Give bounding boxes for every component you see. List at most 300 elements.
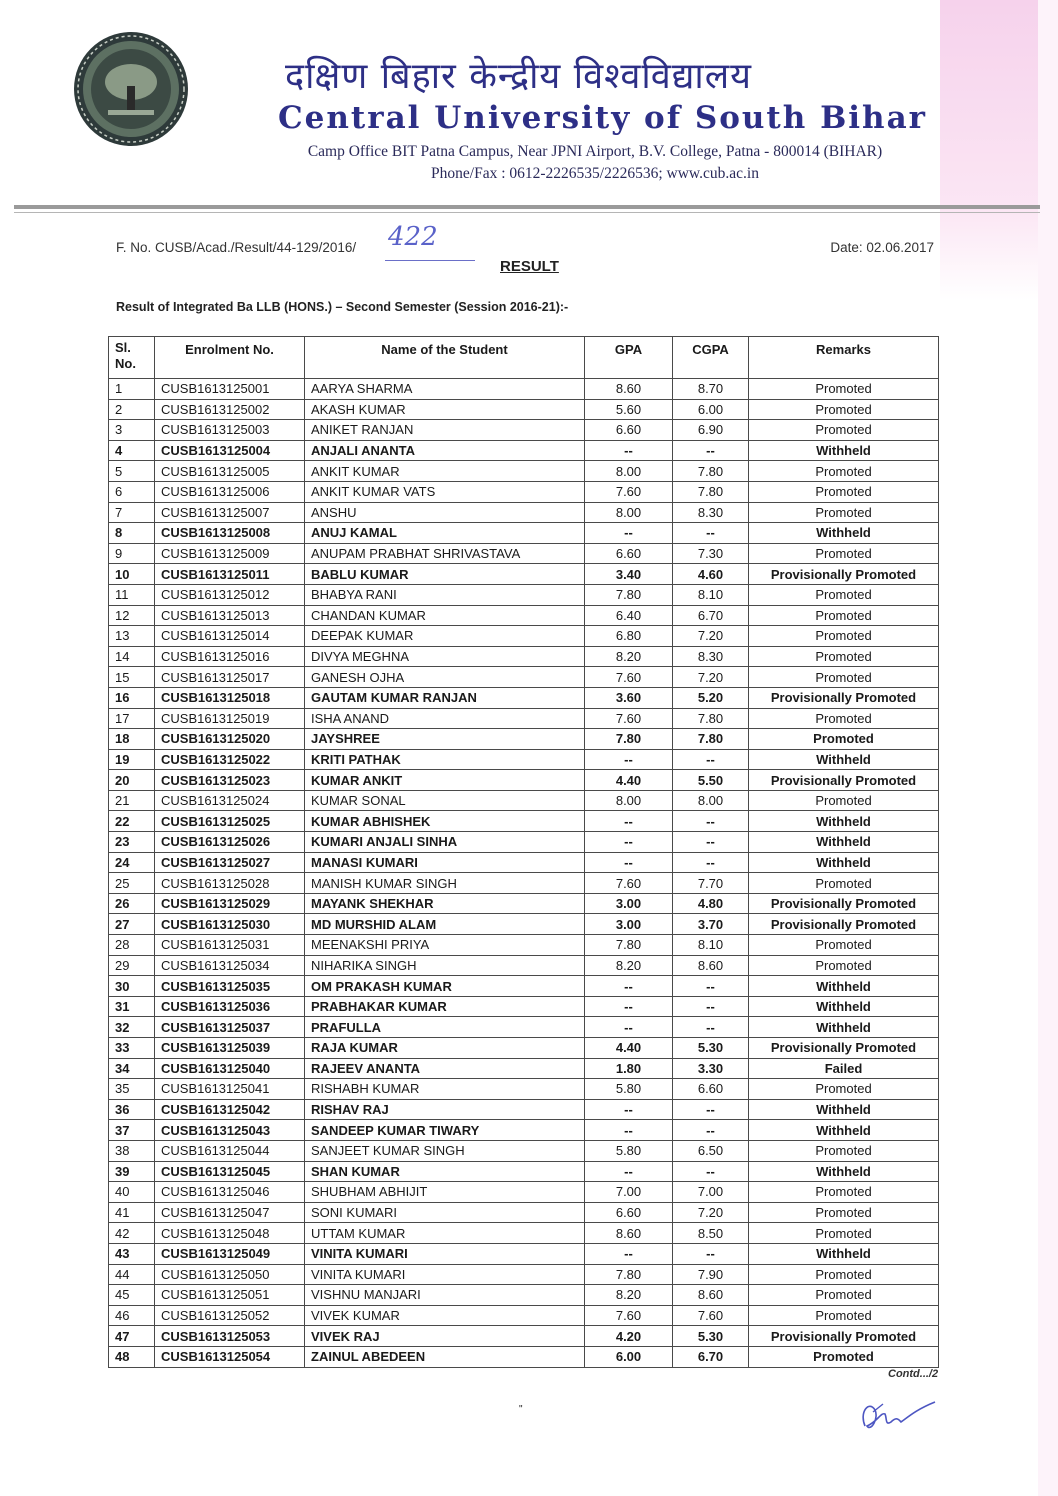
cell-student-name: VIVEK KUMAR [305, 1305, 585, 1326]
cell-sl-no: 35 [109, 1079, 155, 1100]
cell-remarks: Promoted [749, 1223, 939, 1244]
cell-gpa: -- [585, 440, 673, 461]
table-row [109, 584, 939, 605]
file-number: F. No. CUSB/Acad./Result/44-129/2016/ [116, 240, 357, 255]
cell-enrolment-no: CUSB1613125017 [155, 667, 305, 688]
cell-cgpa: 8.10 [673, 584, 749, 605]
table-row [109, 440, 939, 461]
cell-sl-no: 29 [109, 955, 155, 976]
cell-student-name: ISHA ANAND [305, 708, 585, 729]
cell-sl-no: 27 [109, 914, 155, 935]
col-header-remarks: Remarks [749, 337, 939, 379]
cell-sl-no: 17 [109, 708, 155, 729]
cell-remarks: Withheld [749, 1120, 939, 1141]
table-row [109, 729, 939, 750]
cell-enrolment-no: CUSB1613125002 [155, 399, 305, 420]
cell-enrolment-no: CUSB1613125004 [155, 440, 305, 461]
cell-remarks: Withheld [749, 852, 939, 873]
cell-enrolment-no: CUSB1613125020 [155, 729, 305, 750]
cell-gpa: 5.80 [585, 1140, 673, 1161]
cell-remarks: Withheld [749, 832, 939, 853]
table-row [109, 399, 939, 420]
cell-student-name: JAYSHREE [305, 729, 585, 750]
cell-remarks: Withheld [749, 523, 939, 544]
table-row [109, 543, 939, 564]
cell-gpa: -- [585, 749, 673, 770]
cell-student-name: DIVYA MEGHNA [305, 646, 585, 667]
cell-enrolment-no: CUSB1613125014 [155, 626, 305, 647]
cell-gpa: 6.00 [585, 1346, 673, 1367]
cell-cgpa: 4.60 [673, 564, 749, 585]
cell-student-name: OM PRAKASH KUMAR [305, 976, 585, 997]
cell-cgpa: 7.00 [673, 1182, 749, 1203]
cell-student-name: VISHNU MANJARI [305, 1285, 585, 1306]
cell-sl-no: 16 [109, 687, 155, 708]
cell-remarks: Promoted [749, 502, 939, 523]
cell-cgpa: 8.00 [673, 790, 749, 811]
cell-remarks: Promoted [749, 1305, 939, 1326]
cell-remarks: Failed [749, 1058, 939, 1079]
cell-cgpa: 7.80 [673, 708, 749, 729]
cell-cgpa: 5.20 [673, 687, 749, 708]
cell-enrolment-no: CUSB1613125041 [155, 1079, 305, 1100]
cell-remarks: Promoted [749, 626, 939, 647]
cell-gpa: 3.00 [585, 914, 673, 935]
cell-gpa: 8.20 [585, 1285, 673, 1306]
table-row [109, 935, 939, 956]
cell-sl-no: 6 [109, 481, 155, 502]
cell-sl-no: 42 [109, 1223, 155, 1244]
cell-student-name: ANSHU [305, 502, 585, 523]
cell-remarks: Promoted [749, 1264, 939, 1285]
cell-student-name: KUMARI ANJALI SINHA [305, 832, 585, 853]
cell-student-name: SANJEET KUMAR SINGH [305, 1140, 585, 1161]
cell-remarks: Promoted [749, 481, 939, 502]
cell-gpa: 7.60 [585, 873, 673, 894]
cell-gpa: 7.60 [585, 481, 673, 502]
cell-enrolment-no: CUSB1613125047 [155, 1202, 305, 1223]
cell-sl-no: 38 [109, 1140, 155, 1161]
cell-enrolment-no: CUSB1613125039 [155, 1038, 305, 1059]
table-row [109, 1202, 939, 1223]
cell-student-name: RISHAV RAJ [305, 1099, 585, 1120]
cell-remarks: Withheld [749, 1243, 939, 1264]
cell-gpa: 4.40 [585, 1038, 673, 1059]
table-row [109, 811, 939, 832]
cell-remarks: Promoted [749, 1346, 939, 1367]
cell-remarks: Provisionally Promoted [749, 770, 939, 791]
pink-scan-edge [1038, 0, 1058, 1496]
col-header-sl-no: Sl. No. [109, 337, 155, 379]
col-header-enrolment: Enrolment No. [155, 337, 305, 379]
cell-sl-no: 40 [109, 1182, 155, 1203]
cell-cgpa: 8.30 [673, 646, 749, 667]
cell-enrolment-no: CUSB1613125023 [155, 770, 305, 791]
cell-sl-no: 25 [109, 873, 155, 894]
cell-student-name: MANASI KUMARI [305, 852, 585, 873]
cell-gpa: 7.00 [585, 1182, 673, 1203]
table-row [109, 1140, 939, 1161]
cell-remarks: Promoted [749, 1202, 939, 1223]
cell-sl-no: 5 [109, 461, 155, 482]
cell-enrolment-no: CUSB1613125012 [155, 584, 305, 605]
cell-cgpa: 6.70 [673, 605, 749, 626]
table-row [109, 749, 939, 770]
cell-gpa: 6.60 [585, 420, 673, 441]
cell-student-name: VIVEK RAJ [305, 1326, 585, 1347]
cell-sl-no: 12 [109, 605, 155, 626]
file-number-underline [385, 260, 475, 261]
cell-enrolment-no: CUSB1613125054 [155, 1346, 305, 1367]
cell-student-name: AARYA SHARMA [305, 379, 585, 400]
cell-remarks: Provisionally Promoted [749, 687, 939, 708]
cell-student-name: ANJALI ANANTA [305, 440, 585, 461]
cell-enrolment-no: CUSB1613125053 [155, 1326, 305, 1347]
cell-sl-no: 39 [109, 1161, 155, 1182]
table-row [109, 481, 939, 502]
cell-gpa: 6.40 [585, 605, 673, 626]
cell-enrolment-no: CUSB1613125048 [155, 1223, 305, 1244]
cell-student-name: ANKIT KUMAR [305, 461, 585, 482]
cell-sl-no: 28 [109, 935, 155, 956]
cell-sl-no: 19 [109, 749, 155, 770]
cell-sl-no: 2 [109, 399, 155, 420]
cell-student-name: SHUBHAM ABHIJIT [305, 1182, 585, 1203]
cell-sl-no: 11 [109, 584, 155, 605]
continued-note: Contd.../2 [888, 1368, 939, 1380]
cell-student-name: MD MURSHID ALAM [305, 914, 585, 935]
table-row [109, 914, 939, 935]
table-row [109, 1223, 939, 1244]
cell-enrolment-no: CUSB1613125042 [155, 1099, 305, 1120]
cell-sl-no: 14 [109, 646, 155, 667]
cell-remarks: Withheld [749, 976, 939, 997]
cell-enrolment-no: CUSB1613125035 [155, 976, 305, 997]
cell-enrolment-no: CUSB1613125046 [155, 1182, 305, 1203]
table-row [109, 626, 939, 647]
cell-enrolment-no: CUSB1613125043 [155, 1120, 305, 1141]
cell-remarks: Promoted [749, 955, 939, 976]
cell-sl-no: 13 [109, 626, 155, 647]
cell-enrolment-no: CUSB1613125030 [155, 914, 305, 935]
cell-cgpa: 6.70 [673, 1346, 749, 1367]
cell-sl-no: 47 [109, 1326, 155, 1347]
cell-enrolment-no: CUSB1613125031 [155, 935, 305, 956]
result-heading: RESULT [500, 258, 559, 275]
cell-sl-no: 46 [109, 1305, 155, 1326]
address-block [230, 141, 960, 185]
cell-student-name: ANKIT KUMAR VATS [305, 481, 585, 502]
cell-gpa: -- [585, 1243, 673, 1264]
cell-sl-no: 10 [109, 564, 155, 585]
cell-enrolment-no: CUSB1613125009 [155, 543, 305, 564]
cell-student-name: PRAFULLA [305, 1017, 585, 1038]
cell-gpa: 8.00 [585, 461, 673, 482]
cell-student-name: BHABYA RANI [305, 584, 585, 605]
cell-cgpa: -- [673, 1243, 749, 1264]
cell-remarks: Provisionally Promoted [749, 1038, 939, 1059]
cell-cgpa: -- [673, 832, 749, 853]
cell-remarks: Promoted [749, 461, 939, 482]
table-row [109, 1079, 939, 1100]
cell-sl-no: 1 [109, 379, 155, 400]
cell-gpa: -- [585, 1120, 673, 1141]
cell-cgpa: -- [673, 440, 749, 461]
cell-remarks: Promoted [749, 1140, 939, 1161]
cell-sl-no: 32 [109, 1017, 155, 1038]
cell-cgpa: 8.60 [673, 1285, 749, 1306]
cell-enrolment-no: CUSB1613125051 [155, 1285, 305, 1306]
cell-cgpa: -- [673, 523, 749, 544]
cell-enrolment-no: CUSB1613125050 [155, 1264, 305, 1285]
cell-remarks: Promoted [749, 399, 939, 420]
cell-student-name: RAJA KUMAR [305, 1038, 585, 1059]
cell-remarks: Promoted [749, 379, 939, 400]
cell-sl-no: 15 [109, 667, 155, 688]
cell-enrolment-no: CUSB1613125037 [155, 1017, 305, 1038]
cell-sl-no: 21 [109, 790, 155, 811]
cell-sl-no: 34 [109, 1058, 155, 1079]
cell-remarks: Promoted [749, 1079, 939, 1100]
cell-student-name: KUMAR ABHISHEK [305, 811, 585, 832]
table-row [109, 1346, 939, 1367]
cell-enrolment-no: CUSB1613125040 [155, 1058, 305, 1079]
cell-remarks: Provisionally Promoted [749, 914, 939, 935]
cell-cgpa: -- [673, 749, 749, 770]
cell-gpa: 3.00 [585, 893, 673, 914]
cell-student-name: GANESH OJHA [305, 667, 585, 688]
cell-gpa: 4.40 [585, 770, 673, 791]
cell-cgpa: -- [673, 852, 749, 873]
cell-student-name: SHAN KUMAR [305, 1161, 585, 1182]
cell-student-name: UTTAM KUMAR [305, 1223, 585, 1244]
contact-line: Phone/Fax : 0612-2226535/2226536; www.cub.ac.in [431, 165, 759, 182]
cell-student-name: KUMAR ANKIT [305, 770, 585, 791]
table-row [109, 1017, 939, 1038]
cell-cgpa: 3.70 [673, 914, 749, 935]
table-row [109, 955, 939, 976]
table-row [109, 379, 939, 400]
cell-sl-no: 37 [109, 1120, 155, 1141]
table-row [109, 523, 939, 544]
cell-gpa: -- [585, 1017, 673, 1038]
cell-student-name: VINITA KUMARI [305, 1243, 585, 1264]
cell-gpa: 3.60 [585, 687, 673, 708]
cell-enrolment-no: CUSB1613125045 [155, 1161, 305, 1182]
university-seal-logo [72, 30, 190, 148]
cell-gpa: -- [585, 523, 673, 544]
cell-gpa: 8.60 [585, 1223, 673, 1244]
cell-remarks: Promoted [749, 790, 939, 811]
cell-gpa: 6.60 [585, 543, 673, 564]
cell-enrolment-no: CUSB1613125027 [155, 852, 305, 873]
cell-remarks: Withheld [749, 1161, 939, 1182]
table-row [109, 605, 939, 626]
cell-sl-no: 4 [109, 440, 155, 461]
cell-gpa: 5.60 [585, 399, 673, 420]
table-row [109, 1264, 939, 1285]
cell-enrolment-no: CUSB1613125025 [155, 811, 305, 832]
cell-cgpa: 8.10 [673, 935, 749, 956]
cell-enrolment-no: CUSB1613125018 [155, 687, 305, 708]
cell-gpa: 4.20 [585, 1326, 673, 1347]
cell-gpa: -- [585, 976, 673, 997]
cell-remarks: Promoted [749, 1285, 939, 1306]
cell-student-name: KUMAR SONAL [305, 790, 585, 811]
cell-gpa: 3.40 [585, 564, 673, 585]
cell-enrolment-no: CUSB1613125036 [155, 996, 305, 1017]
cell-remarks: Promoted [749, 667, 939, 688]
cell-cgpa: -- [673, 996, 749, 1017]
cell-student-name: RAJEEV ANANTA [305, 1058, 585, 1079]
header-rule-thin [14, 212, 1040, 213]
cell-cgpa: 7.80 [673, 461, 749, 482]
cell-remarks: Withheld [749, 996, 939, 1017]
cell-cgpa: 4.80 [673, 893, 749, 914]
cell-student-name: SANDEEP KUMAR TIWARY [305, 1120, 585, 1141]
cell-gpa: 7.80 [585, 584, 673, 605]
table-row [109, 852, 939, 873]
cell-sl-no: 43 [109, 1243, 155, 1264]
cell-sl-no: 18 [109, 729, 155, 750]
table-row [109, 708, 939, 729]
cell-cgpa: 6.90 [673, 420, 749, 441]
cell-sl-no: 23 [109, 832, 155, 853]
signature [855, 1392, 945, 1440]
cell-student-name: NIHARIKA SINGH [305, 955, 585, 976]
table-row [109, 687, 939, 708]
address-line: Camp Office BIT Patna Campus, Near JPNI Airport, B.V. College, Patna - 800014 (BIHAR) [307, 143, 883, 160]
table-row [109, 893, 939, 914]
cell-cgpa: 7.20 [673, 626, 749, 647]
table-row [109, 1243, 939, 1264]
cell-cgpa: 7.70 [673, 873, 749, 894]
cell-enrolment-no: CUSB1613125003 [155, 420, 305, 441]
cell-enrolment-no: CUSB1613125049 [155, 1243, 305, 1264]
cell-student-name: AKASH KUMAR [305, 399, 585, 420]
table-row [109, 770, 939, 791]
cell-enrolment-no: CUSB1613125044 [155, 1140, 305, 1161]
cell-enrolment-no: CUSB1613125001 [155, 379, 305, 400]
table-row [109, 502, 939, 523]
table-body [109, 379, 939, 1368]
cell-sl-no: 3 [109, 420, 155, 441]
table-row [109, 1058, 939, 1079]
col-header-name: Name of the Student [305, 337, 585, 379]
cell-gpa: -- [585, 1161, 673, 1182]
cell-remarks: Promoted [749, 873, 939, 894]
cell-remarks: Withheld [749, 749, 939, 770]
cell-student-name: DEEPAK KUMAR [305, 626, 585, 647]
cell-enrolment-no: CUSB1613125024 [155, 790, 305, 811]
cell-cgpa: -- [673, 1120, 749, 1141]
cell-sl-no: 22 [109, 811, 155, 832]
table-row [109, 461, 939, 482]
cell-cgpa: 6.50 [673, 1140, 749, 1161]
cell-enrolment-no: CUSB1613125005 [155, 461, 305, 482]
cell-cgpa: 8.70 [673, 379, 749, 400]
cell-enrolment-no: CUSB1613125029 [155, 893, 305, 914]
table-row [109, 1120, 939, 1141]
cell-enrolment-no: CUSB1613125006 [155, 481, 305, 502]
cell-sl-no: 44 [109, 1264, 155, 1285]
cell-cgpa: 6.60 [673, 1079, 749, 1100]
table-row [109, 1326, 939, 1347]
cell-remarks: Promoted [749, 935, 939, 956]
cell-student-name: ANUJ KAMAL [305, 523, 585, 544]
table-row [109, 646, 939, 667]
cell-remarks: Withheld [749, 1099, 939, 1120]
table-row [109, 976, 939, 997]
university-name-english: Central University of South Bihar [278, 100, 928, 136]
cell-gpa: 7.80 [585, 1264, 673, 1285]
cell-gpa: 8.20 [585, 646, 673, 667]
cell-gpa: -- [585, 996, 673, 1017]
cell-gpa: 7.60 [585, 708, 673, 729]
cell-enrolment-no: CUSB1613125052 [155, 1305, 305, 1326]
cell-student-name: CHANDAN KUMAR [305, 605, 585, 626]
cell-sl-no: 9 [109, 543, 155, 564]
cell-cgpa: -- [673, 1017, 749, 1038]
cell-cgpa: 7.60 [673, 1305, 749, 1326]
cell-enrolment-no: CUSB1613125008 [155, 523, 305, 544]
table-row [109, 667, 939, 688]
cell-gpa: -- [585, 852, 673, 873]
result-table [108, 336, 939, 1368]
cell-sl-no: 30 [109, 976, 155, 997]
cell-remarks: Withheld [749, 440, 939, 461]
cell-gpa: 8.20 [585, 955, 673, 976]
table-row [109, 1099, 939, 1120]
cell-remarks: Withheld [749, 811, 939, 832]
cell-student-name: VINITA KUMARI [305, 1264, 585, 1285]
cell-remarks: Provisionally Promoted [749, 893, 939, 914]
cell-remarks: Promoted [749, 605, 939, 626]
cell-gpa: 8.00 [585, 790, 673, 811]
cell-cgpa: 8.50 [673, 1223, 749, 1244]
cell-cgpa: -- [673, 811, 749, 832]
cell-enrolment-no: CUSB1613125007 [155, 502, 305, 523]
col-header-gpa: GPA [585, 337, 673, 379]
cell-cgpa: -- [673, 976, 749, 997]
cell-student-name: RISHABH KUMAR [305, 1079, 585, 1100]
table-row [109, 832, 939, 853]
cell-sl-no: 48 [109, 1346, 155, 1367]
cell-cgpa: 7.20 [673, 667, 749, 688]
cell-gpa: 7.80 [585, 729, 673, 750]
cell-cgpa: 6.00 [673, 399, 749, 420]
cell-remarks: Promoted [749, 584, 939, 605]
cell-remarks: Provisionally Promoted [749, 564, 939, 585]
cell-gpa: 7.60 [585, 667, 673, 688]
cell-sl-no: 31 [109, 996, 155, 1017]
cell-student-name: ZAINUL ABEDEEN [305, 1346, 585, 1367]
cell-sl-no: 41 [109, 1202, 155, 1223]
cell-remarks: Provisionally Promoted [749, 1326, 939, 1347]
cell-cgpa: 7.80 [673, 729, 749, 750]
cell-enrolment-no: CUSB1613125022 [155, 749, 305, 770]
cell-sl-no: 45 [109, 1285, 155, 1306]
cell-gpa: 1.80 [585, 1058, 673, 1079]
document-date: Date: 02.06.2017 [830, 240, 934, 255]
cell-cgpa: 5.30 [673, 1038, 749, 1059]
cell-remarks: Withheld [749, 1017, 939, 1038]
table-row [109, 564, 939, 585]
cell-enrolment-no: CUSB1613125011 [155, 564, 305, 585]
table-row [109, 1182, 939, 1203]
cell-gpa: 7.60 [585, 1305, 673, 1326]
cell-sl-no: 7 [109, 502, 155, 523]
